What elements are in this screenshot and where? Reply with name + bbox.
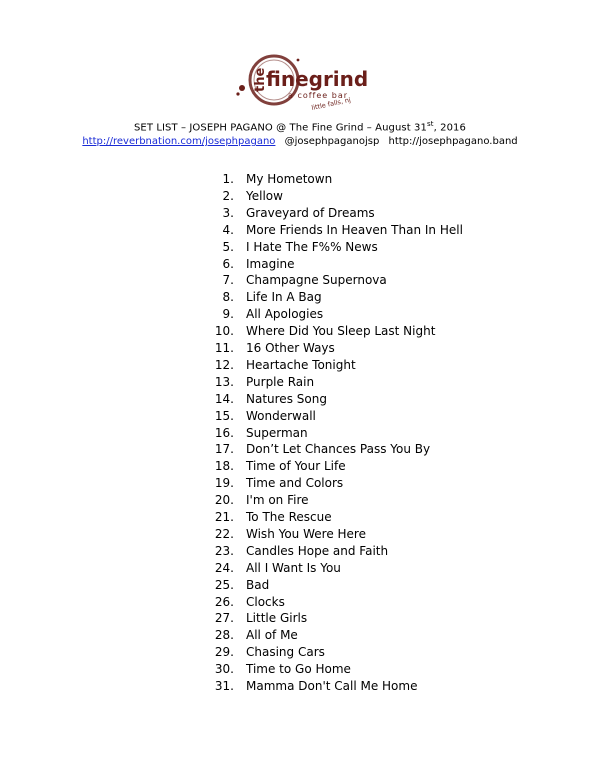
list-item (0, 426, 600, 443)
song-number: 23. (214, 543, 234, 558)
song-number: 30. (214, 662, 234, 677)
logo-word-name: finegrind (266, 67, 369, 91)
song-title: Natures Song (246, 391, 327, 406)
coffee-ring-logo-icon (228, 48, 378, 118)
list-item (0, 578, 600, 595)
logo-word-the: the (253, 67, 268, 92)
title-superscript: st (426, 120, 434, 128)
song-number: 25. (214, 577, 234, 592)
list-item (0, 645, 600, 662)
list-item (0, 611, 600, 628)
social-handle: @josephpaganojsp (284, 136, 380, 147)
song-title: My Hometown (246, 172, 333, 186)
list-item (0, 324, 600, 341)
song-title: Purple Rain (246, 374, 315, 389)
list-item (0, 290, 600, 307)
song-title: Wonderwall (246, 408, 316, 423)
list-item (0, 544, 600, 561)
song-title: Graveyard of Dreams (246, 205, 375, 220)
song-title: More Friends In Heaven Than In Hell (246, 222, 463, 237)
fine-grind-logo (228, 48, 378, 118)
song-number: 27. (214, 611, 234, 626)
song-number: 14. (214, 391, 234, 406)
song-number: 21. (214, 510, 234, 524)
song-number: 29. (214, 645, 234, 660)
song-number: 28. (214, 628, 234, 643)
song-title: Bad (246, 577, 270, 592)
list-item (0, 493, 600, 510)
list-item (0, 273, 600, 290)
song-number: 1. (222, 172, 234, 186)
song-title: Imagine (246, 256, 295, 271)
song-title: Time to Go Home (246, 662, 351, 677)
song-title: Where Did You Sleep Last Night (246, 324, 436, 339)
song-title: Yellow (246, 188, 283, 203)
reverbnation-link[interactable]: http://reverbnation.com/josephpagano (82, 136, 276, 147)
song-number: 18. (214, 459, 234, 474)
list-item (0, 459, 600, 476)
song-title: Champagne Supernova (246, 273, 387, 288)
song-number: 4. (222, 222, 234, 237)
song-number: 3. (222, 205, 234, 220)
song-number: 19. (214, 476, 234, 491)
song-number: 2. (222, 188, 234, 203)
list-item (0, 527, 600, 544)
song-number: 31. (214, 679, 234, 693)
song-number: 5. (222, 239, 234, 254)
song-title: Heartache Tonight (246, 357, 356, 372)
song-number: 15. (214, 408, 234, 423)
song-title: Wish You Were Here (246, 526, 366, 541)
title-year: , 2016 (433, 122, 466, 134)
song-number: 26. (214, 594, 234, 609)
song-title: All Apologies (246, 307, 324, 322)
song-number: 11. (214, 341, 234, 355)
logo-tagline: a coffee bar (288, 91, 349, 100)
list-item (0, 358, 600, 375)
song-title: Little Girls (246, 611, 308, 626)
title-main: SET LIST – JOSEPH PAGANO @ The Fine Grind – August 31 (133, 122, 427, 134)
song-title: All of Me (246, 628, 298, 643)
list-item (0, 476, 600, 493)
song-number: 17. (214, 442, 234, 457)
song-title: I'm on Fire (246, 493, 309, 508)
song-number: 6. (222, 256, 234, 271)
song-title: Time of Your Life (246, 459, 346, 474)
logo-location: little falls, nj (310, 95, 352, 112)
list-item (0, 257, 600, 274)
song-number: 13. (214, 374, 234, 389)
list-item (0, 409, 600, 426)
song-title: 16 Other Ways (246, 341, 335, 355)
song-title: Time and Colors (246, 476, 344, 491)
song-title: Chasing Cars (246, 645, 325, 660)
list-item (0, 679, 600, 696)
song-title: I Hate The F%% News (246, 239, 378, 254)
list-item (0, 628, 600, 645)
song-number: 9. (222, 307, 234, 322)
song-number: 10. (214, 324, 234, 339)
list-item (0, 375, 600, 392)
song-number: 16. (214, 425, 234, 440)
list-item (0, 206, 600, 223)
song-title: Superman (246, 425, 308, 440)
list-item (0, 561, 600, 578)
song-number: 8. (222, 290, 234, 305)
list-item (0, 392, 600, 409)
list-item (0, 510, 600, 527)
song-title: To The Rescue (246, 510, 332, 524)
song-title: Life In A Bag (246, 290, 322, 305)
list-item (0, 189, 600, 206)
contact-links (0, 136, 600, 147)
song-number: 20. (214, 493, 234, 508)
list-item (0, 662, 600, 679)
website-text: http://josephpagano.band (388, 136, 518, 147)
song-title: Candles Hope and Faith (246, 543, 389, 558)
song-title: Don’t Let Chances Pass You By (246, 442, 431, 457)
song-number: 12. (214, 357, 234, 372)
list-item (0, 442, 600, 459)
song-title: All I Want Is You (246, 560, 341, 575)
list-item (0, 172, 600, 189)
list-item (0, 595, 600, 612)
song-number: 7. (222, 273, 234, 288)
song-number: 22. (214, 526, 234, 541)
song-title: Clocks (246, 594, 285, 609)
page-title (0, 120, 600, 133)
list-item (0, 307, 600, 324)
song-number: 24. (214, 560, 234, 575)
list-item (0, 223, 600, 240)
song-title: Mamma Don't Call Me Home (246, 679, 418, 693)
list-item (0, 341, 600, 358)
list-item (0, 240, 600, 257)
